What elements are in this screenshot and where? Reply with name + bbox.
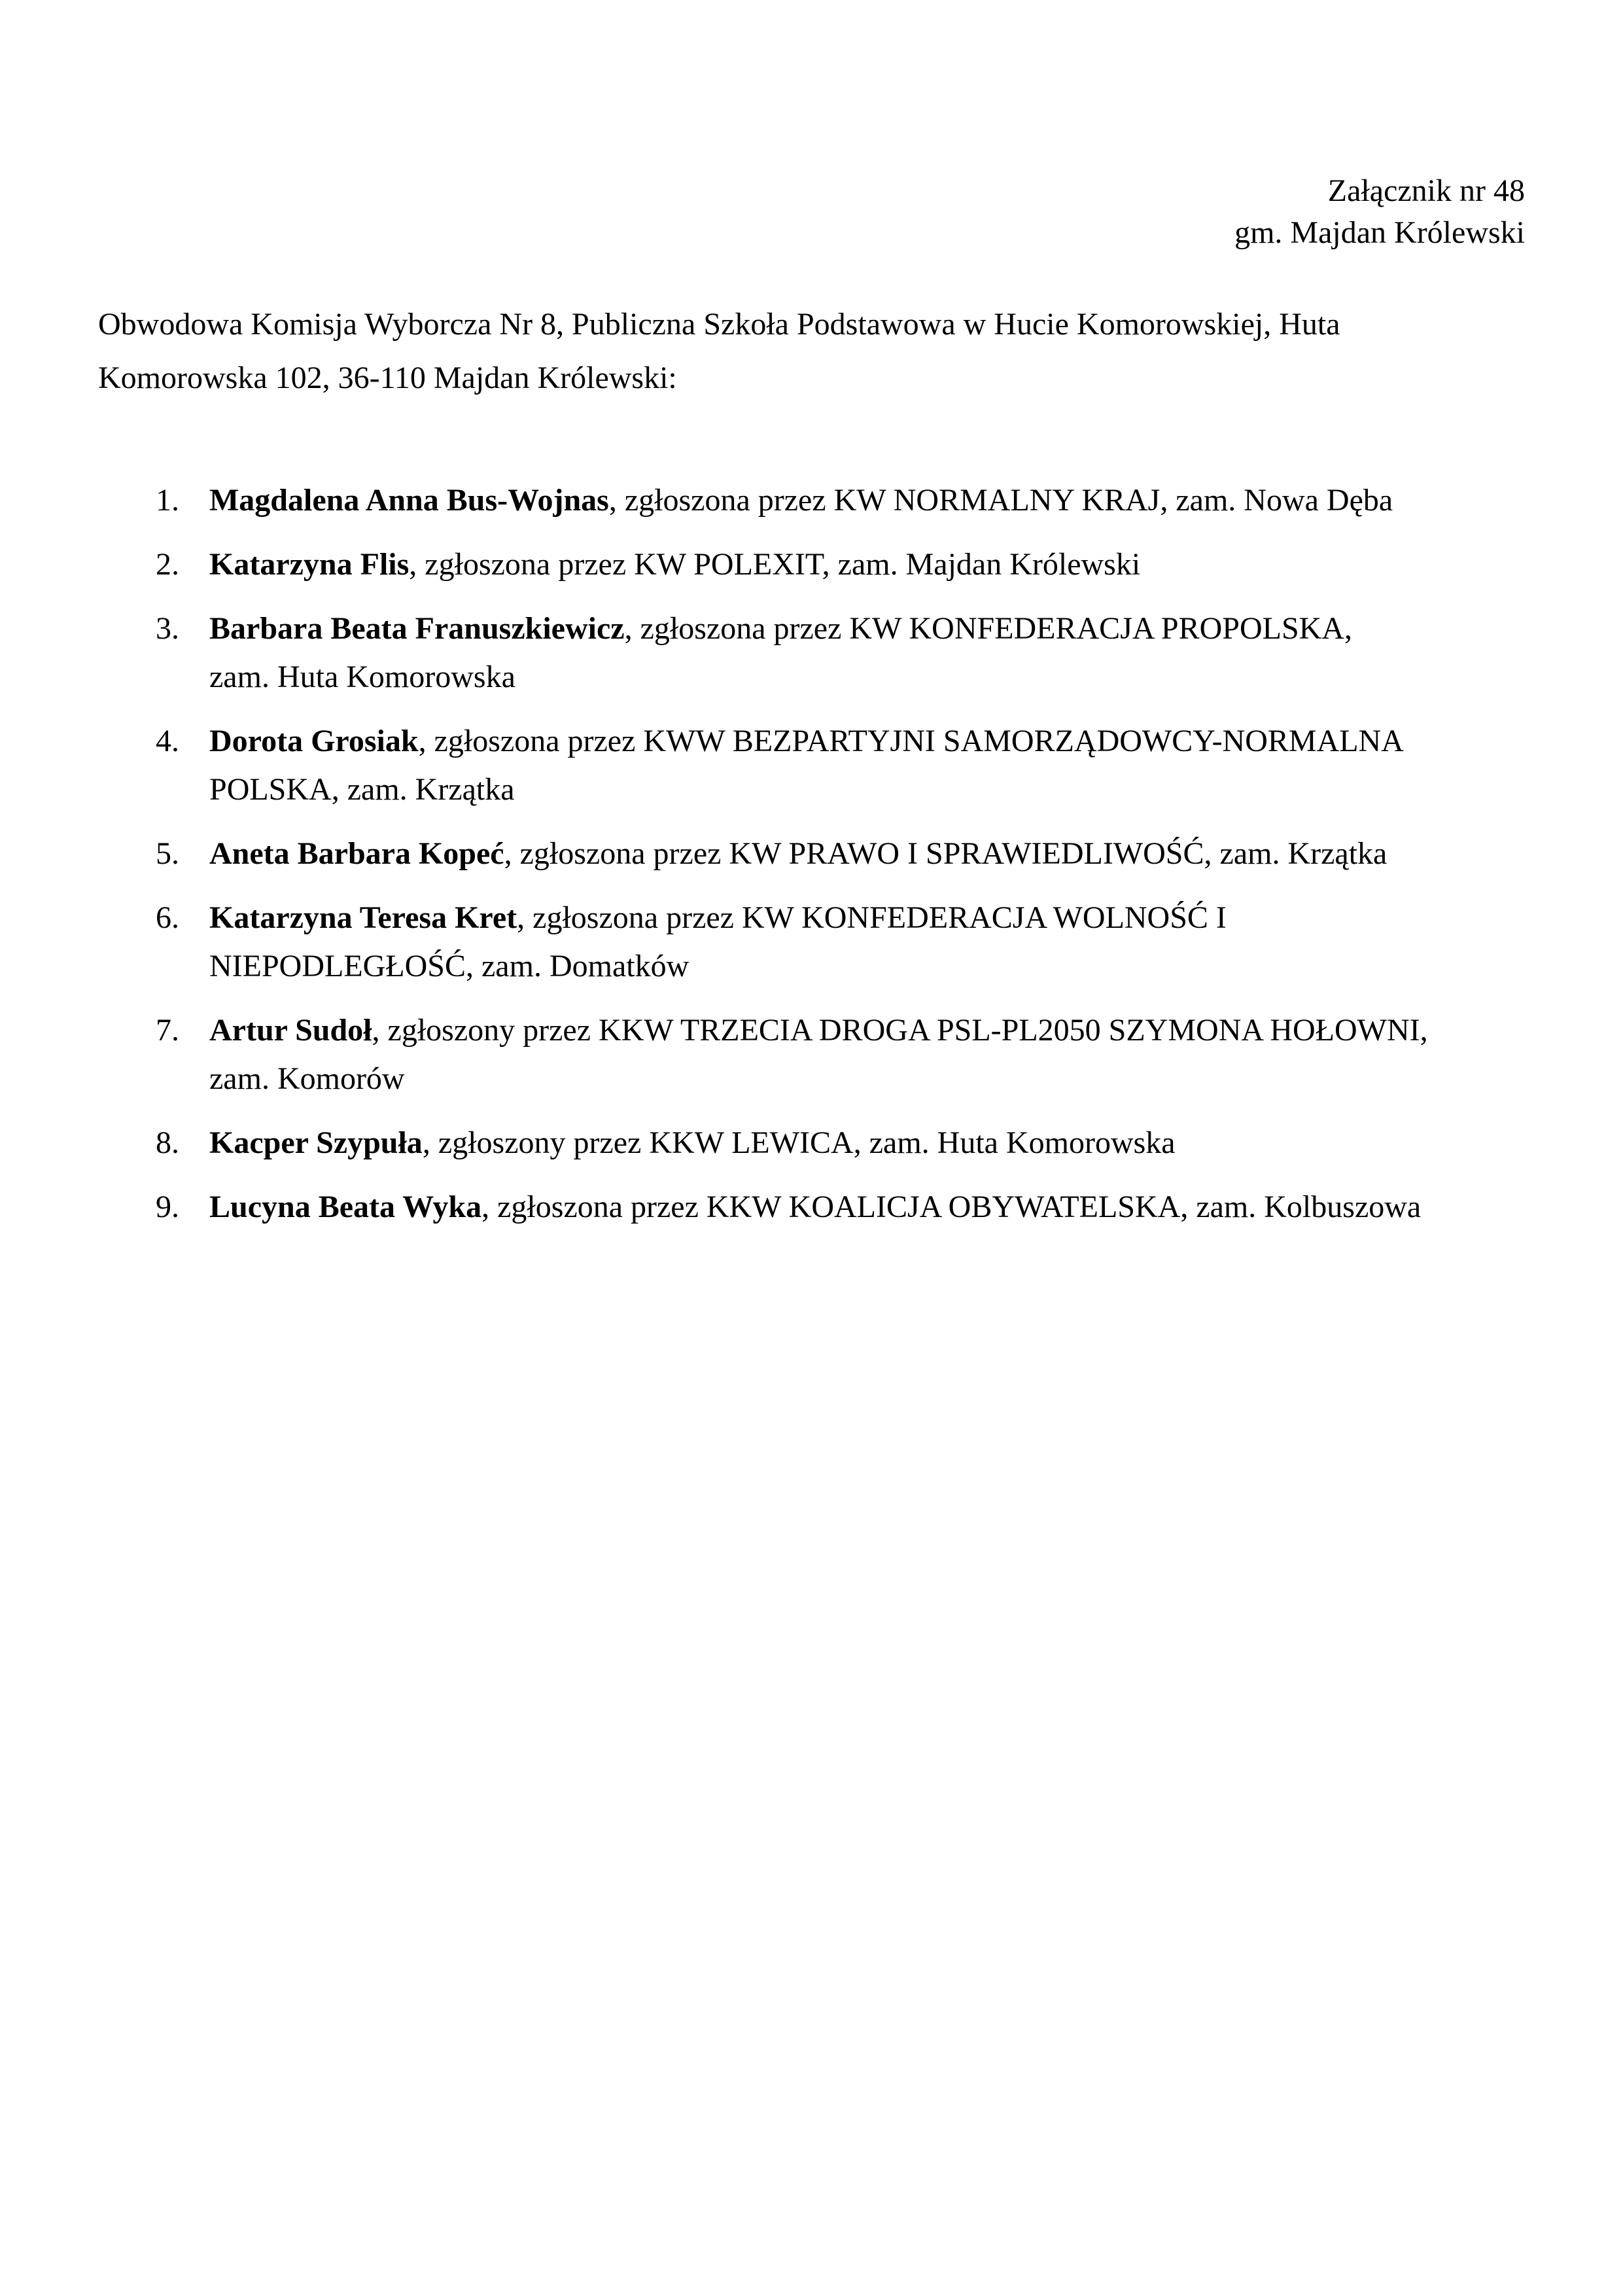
list-item-line bbox=[209, 605, 1531, 653]
member-details-continued: POLSKA, zam. Krzątka bbox=[209, 772, 515, 807]
list-item-number: 8. bbox=[156, 1125, 179, 1160]
list-item-line bbox=[209, 717, 1531, 766]
member-details: , zgłoszona przez KW KONFEDERACJA PROPOLSKA, bbox=[624, 611, 1352, 646]
member-details: , zgłoszony przez KKW TRZECIA DROGA PSL-PL2050 SZYMONA HOŁOWNI, bbox=[372, 1013, 1428, 1048]
list-item-number: 4. bbox=[156, 724, 179, 758]
list-item-number: 5. bbox=[156, 836, 179, 871]
member-name: Katarzyna Flis bbox=[209, 547, 410, 582]
list-item-number: 1. bbox=[156, 483, 179, 518]
member-name: Aneta Barbara Kopeć bbox=[209, 836, 504, 871]
member-details-continued: NIEPODLEGŁOŚĆ, zam. Domatków bbox=[209, 949, 689, 983]
member-details: , zgłoszona przez KW PRAWO I SPRAWIEDLIWOŚĆ, zam. Krzątka bbox=[504, 836, 1387, 871]
list-item-number: 2. bbox=[156, 547, 179, 582]
member-details: , zgłoszona przez KW NORMALNY KRAJ, zam. Nowa Dęba bbox=[608, 483, 1393, 518]
list-item bbox=[98, 605, 1531, 701]
member-list bbox=[98, 476, 1531, 1247]
list-item bbox=[98, 1183, 1531, 1231]
list-item-number: 6. bbox=[156, 900, 179, 935]
list-item-line bbox=[209, 1006, 1531, 1055]
member-details: , zgłoszony przez KKW LEWICA, zam. Huta Komorowska bbox=[422, 1125, 1176, 1160]
member-name: Dorota Grosiak bbox=[209, 724, 419, 758]
list-item bbox=[98, 1119, 1531, 1167]
member-name: Artur Sudoł bbox=[209, 1013, 372, 1048]
list-item bbox=[98, 1006, 1531, 1103]
list-item bbox=[98, 540, 1531, 589]
annex-header bbox=[1234, 170, 1525, 254]
list-item-number: 9. bbox=[156, 1190, 179, 1224]
member-details: , zgłoszona przez KWW BEZPARTYJNI SAMORZĄDOWCY-NORMALNA bbox=[418, 724, 1404, 758]
list-item bbox=[98, 476, 1531, 525]
member-name: Katarzyna Teresa Kret bbox=[209, 900, 517, 935]
member-details: , zgłoszona przez KKW KOALICJA OBYWATELSKA, zam. Kolbuszowa bbox=[481, 1190, 1422, 1224]
list-item-line bbox=[209, 894, 1531, 942]
list-item bbox=[98, 830, 1531, 878]
list-item-number: 7. bbox=[156, 1013, 179, 1048]
commission-heading-line-2: Komorowska 102, 36-110 Majdan Królewski: bbox=[98, 361, 677, 395]
commission-heading-line-1: Obwodowa Komisja Wyborcza Nr 8, Publiczna Szkoła Podstawowa w Hucie Komorowskiej, Huta bbox=[98, 307, 1340, 342]
member-details: , zgłoszona przez KW KONFEDERACJA WOLNOŚĆ I bbox=[517, 900, 1227, 935]
member-name: Kacper Szypuła bbox=[209, 1125, 423, 1160]
list-item bbox=[98, 717, 1531, 814]
commission-heading bbox=[98, 298, 1524, 405]
member-name: Magdalena Anna Bus-Wojnas bbox=[209, 483, 609, 518]
annex-number: Załącznik nr 48 bbox=[1327, 173, 1525, 208]
member-details-continued: zam. Komorów bbox=[209, 1061, 405, 1096]
municipality-name: gm. Majdan Królewski bbox=[1234, 215, 1525, 250]
list-item-line bbox=[209, 540, 1531, 589]
list-item-line bbox=[209, 1183, 1531, 1231]
member-details: , zgłoszona przez KW POLEXIT, zam. Majdan Królewski bbox=[409, 547, 1141, 582]
list-item-line bbox=[209, 476, 1531, 525]
member-details-continued: zam. Huta Komorowska bbox=[209, 660, 515, 694]
member-name: Lucyna Beata Wyka bbox=[209, 1190, 482, 1224]
list-item-line bbox=[209, 1119, 1531, 1167]
member-name: Barbara Beata Franuszkiewicz bbox=[209, 611, 625, 646]
list-item bbox=[98, 894, 1531, 991]
list-item-number: 3. bbox=[156, 611, 179, 646]
list-item-line bbox=[209, 830, 1531, 878]
